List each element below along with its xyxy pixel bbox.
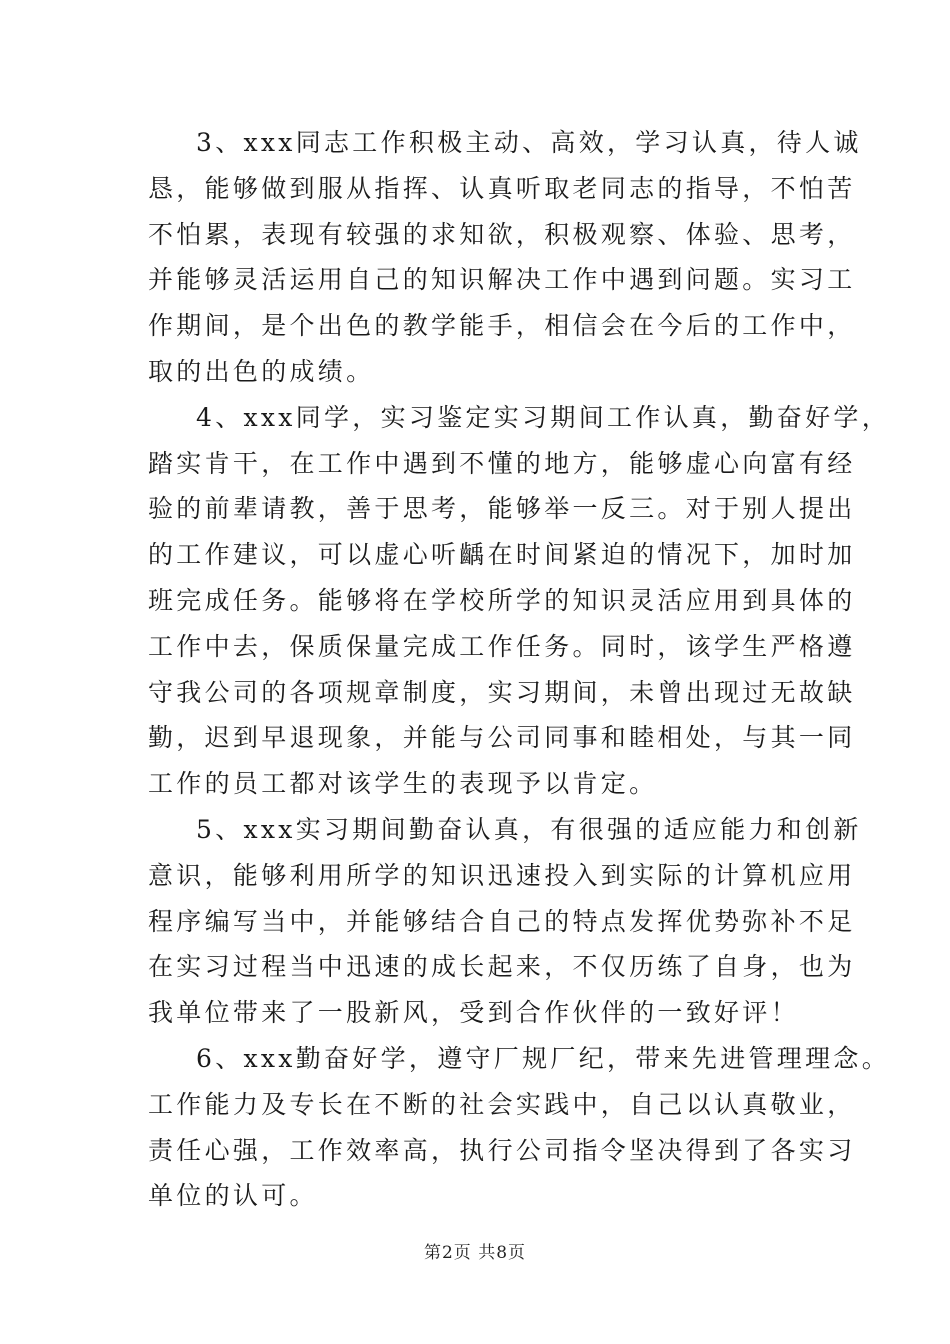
paragraph-line: 不怕累，表现有较强的求知欲，积极观察、体验、思考， bbox=[148, 219, 856, 249]
paragraph-line: 并能够灵活运用自己的知识解决工作中遇到问题。实习工 bbox=[148, 265, 856, 295]
paragraph-first-line: 3、xxx同志工作积极主动、高效，学习认真，待人诚 bbox=[196, 128, 862, 157]
paragraph-line: 取的出色的成绩。 bbox=[148, 356, 375, 386]
paragraph-line: 责任心强，工作效率高，执行公司指令坚决得到了各实习 bbox=[148, 1135, 856, 1165]
page-footer: 第2页 共8页 bbox=[423, 1243, 527, 1263]
paragraph-line: 程序编写当中，并能够结合自己的特点发挥优势弥补不足 bbox=[148, 906, 856, 936]
paragraph-first-line: 4、xxx同学，实习鉴定实习期间工作认真，勤奋好学， bbox=[196, 402, 891, 432]
paragraph-first-line: 6、xxx勤奋好学，遵守厂规厂纪，带来先进管理理念。 bbox=[196, 1043, 891, 1073]
paragraph-line: 的工作建议，可以虚心听齲在时间紧迫的情况下，加时加 bbox=[148, 540, 856, 570]
paragraph-line: 意识，能够利用所学的知识迅速投入到实际的计算机应用 bbox=[148, 860, 856, 890]
paragraph-line: 勤，迟到早退现象，并能与公司同事和睦相处，与其一同 bbox=[148, 723, 856, 753]
paragraph-line: 在实习过程当中迅速的成长起来，不仅历练了自身，也为 bbox=[148, 952, 856, 982]
paragraph-line: 班完成任务。能够将在学校所学的知识灵活应用到具体的 bbox=[148, 585, 856, 615]
document-body bbox=[148, 120, 891, 1219]
paragraph-line: 工作的员工都对该学生的表现予以肯定。 bbox=[148, 769, 658, 799]
paragraph-line: 工作能力及专长在不断的社会实践中，自己以认真敬业， bbox=[148, 1089, 856, 1119]
paragraph-line: 验的前辈请教，善于思考，能够举一反三。对于别人提出 bbox=[148, 494, 856, 524]
paragraph-line: 恳，能够做到服从指挥、认真听取老同志的指导，不怕苦 bbox=[148, 173, 856, 203]
paragraph-line: 工作中去，保质保量完成工作任务。同时，该学生严格遵 bbox=[148, 631, 856, 661]
paragraph-line: 单位的认可。 bbox=[148, 1181, 318, 1211]
paragraph-line: 作期间，是个出色的教学能手，相信会在今后的工作中， bbox=[148, 311, 856, 341]
paragraph-line: 踏实肯干，在工作中遇到不懂的地方，能够虚心向富有经 bbox=[148, 448, 856, 478]
paragraph-line: 我单位带来了一股新风，受到合作伙伴的一致好评！ bbox=[148, 998, 799, 1028]
paragraph-first-line: 5、xxx实习期间勤奋认真，有很强的适应能力和创新 bbox=[196, 814, 862, 844]
paragraph-line: 守我公司的各项规章制度，实习期间，未曾出现过无故缺 bbox=[148, 677, 856, 707]
